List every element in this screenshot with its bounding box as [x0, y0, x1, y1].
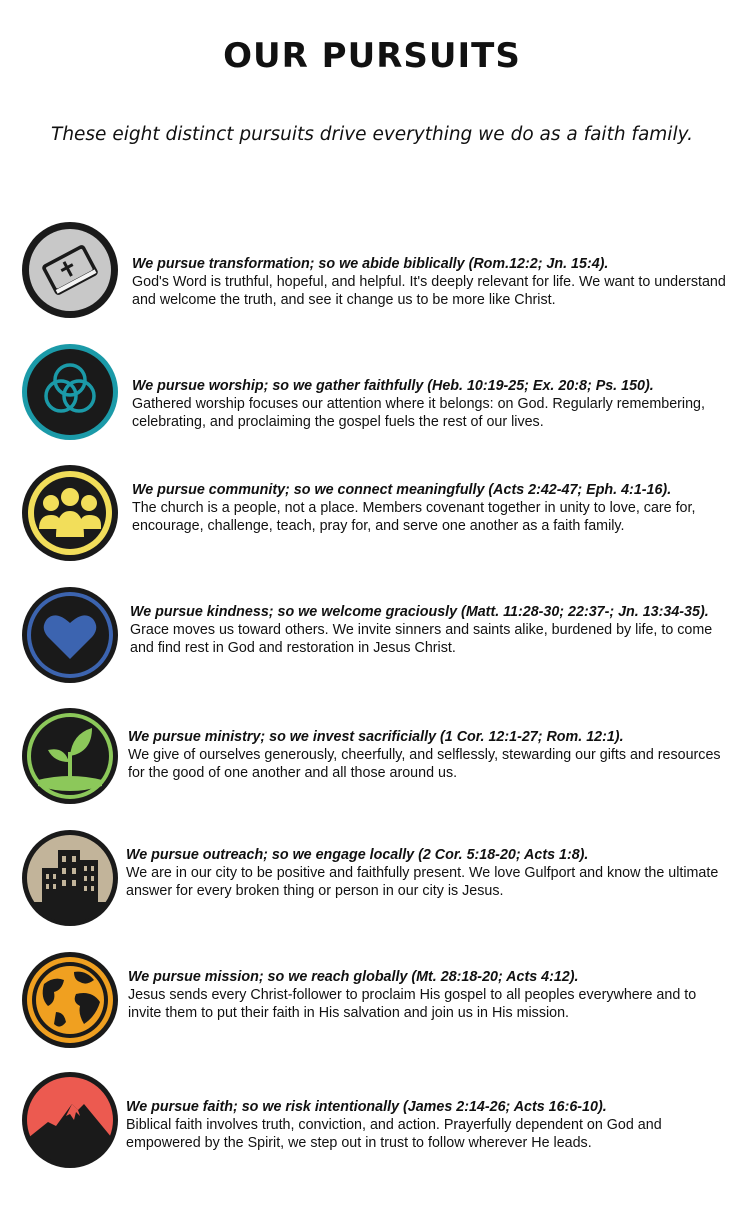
pursuit-heading: We pursue mission; so we reach globally (Mt. 28:18-20; Acts 4:12). — [128, 969, 579, 985]
bible-icon — [20, 220, 120, 320]
pursuit-heading: We pursue kindness; so we welcome graciously (Matt. 11:28-30; 22:37-; Jn. 13:34-35). — [130, 604, 709, 620]
heart-icon — [20, 585, 120, 685]
pursuit-description: The church is a people, not a place. Members covenant together in unity to love, care for, encourage, challenge, teach, pray for, and serve one another as a faith family. — [132, 500, 696, 534]
pursuit-description: We are in our city to be positive and faithfully present. We love Gulfport and know the ultimate answer for every broken thing or person in our city is Jesus. — [126, 865, 719, 899]
pursuit-description: Gathered worship focuses our attention where it belongs: on God. Regularly remembering, celebrating, and proclaiming the gospel fuels the rest of our lives. — [132, 396, 705, 430]
pursuit-heading: We pursue transformation; so we abide biblically (Rom.12:2; Jn. 15:4). — [132, 256, 609, 272]
pursuit-heading: We pursue ministry; so we invest sacrificially (1 Cor. 12:1-27; Rom. 12:1). — [128, 729, 624, 745]
pursuit-heading: We pursue worship; so we gather faithfully (Heb. 10:19-25; Ex. 20:8; Ps. 150). — [132, 378, 654, 394]
globe-icon — [20, 950, 120, 1050]
people-group-icon — [20, 463, 120, 563]
pursuit-description: Grace moves us toward others. We invite sinners and saints alike, burdened by life, to come and find rest in God and restoration in Jesus Christ. — [130, 622, 713, 656]
pursuit-heading: We pursue faith; so we risk intentionally (James 2:14-26; Acts 16:6-10). — [126, 1099, 607, 1115]
sprout-icon — [20, 706, 120, 806]
pursuit-description: Biblical faith involves truth, conviction, and action. Prayerfully dependent on God and empowered by the Spirit, we step out in trust to follow wherever He leads. — [126, 1117, 662, 1151]
city-buildings-icon — [20, 828, 120, 928]
pursuit-description: Jesus sends every Christ-follower to proclaim His gospel to all peoples everywhere and to invite them to put their faith in His salvation and join us in His mission. — [128, 987, 697, 1021]
pursuit-description: God's Word is truthful, hopeful, and helpful. It's deeply relevant for life. We want to understand and welcome the truth, and see it change us to be more like Christ. — [132, 274, 726, 308]
mountain-icon — [20, 1070, 120, 1170]
page-title: OUR PURSUITS — [223, 36, 521, 76]
pursuit-description: We give of ourselves generously, cheerfully, and selflessly, stewarding our gifts and resources for the good of one another and all those around us. — [128, 747, 721, 781]
interlocking-circles-icon — [20, 342, 120, 442]
page-subtitle: These eight distinct pursuits drive everything we do as a faith family. — [51, 124, 693, 145]
pursuit-heading: We pursue outreach; so we engage locally (2 Cor. 5:18-20; Acts 1:8). — [126, 847, 589, 863]
pursuit-heading: We pursue community; so we connect meaningfully (Acts 2:42-47; Eph. 4:1-16). — [132, 482, 672, 498]
